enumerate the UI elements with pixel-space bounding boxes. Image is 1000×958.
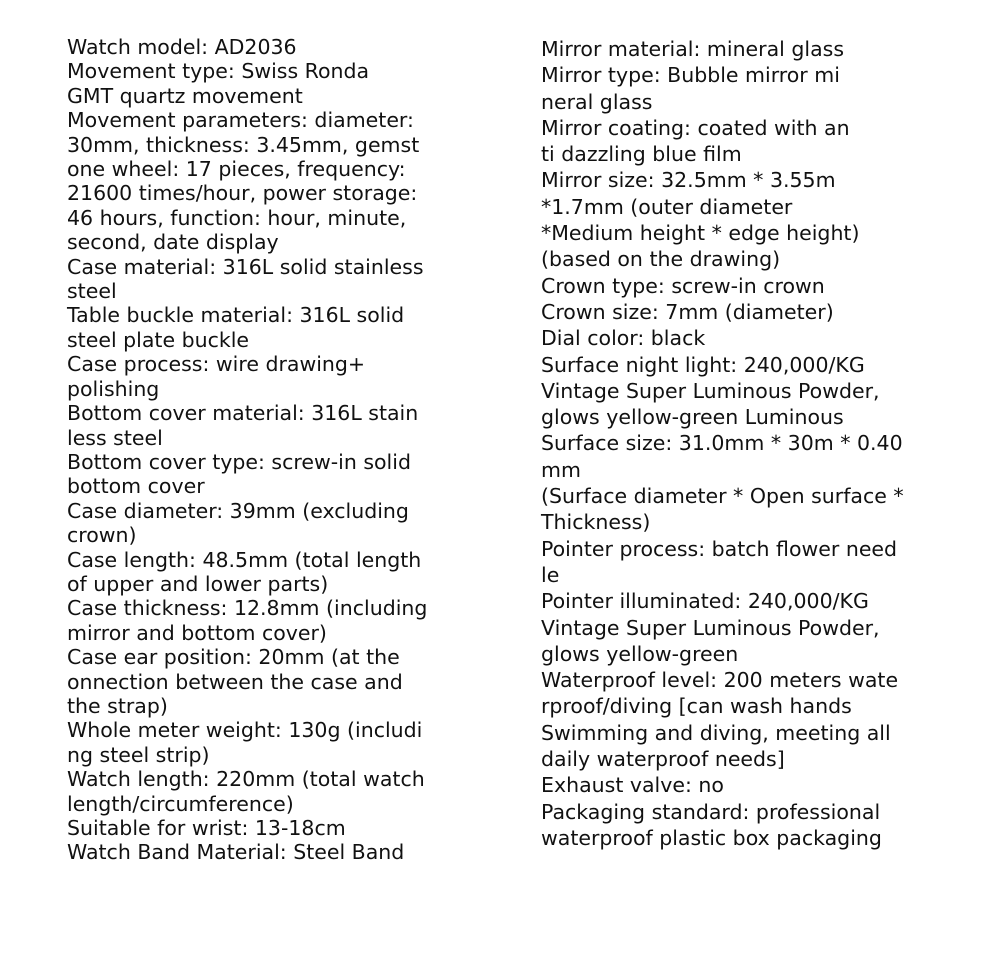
spec-line: GMT quartz movement — [67, 83, 303, 108]
spec-line: Case ear position: 20mm (at the — [67, 645, 400, 670]
spec-line: Surface night light: 240,000/KG — [541, 352, 865, 377]
spec-line: of upper and lower parts) — [67, 571, 329, 596]
spec-line: Watch length: 220mm (total watch — [67, 767, 425, 792]
spec-line: crown) — [67, 523, 137, 548]
spec-line: 30mm, thickness: 3.45mm, gemst — [67, 132, 420, 157]
spec-column-left — [67, 35, 427, 865]
spec-line: Thickness) — [541, 510, 651, 535]
spec-line: *1.7mm (outer diameter — [541, 194, 793, 219]
spec-line: glows yellow-green Luminous — [541, 405, 844, 430]
spec-line: Movement type: Swiss Ronda — [67, 59, 370, 84]
spec-line: Movement parameters: diameter: — [67, 108, 414, 133]
spec-line: Suitable for wrist: 13-18cm — [67, 816, 346, 840]
spec-line: Case thickness: 12.8mm (including — [67, 596, 428, 621]
spec-line: Exhaust valve: no — [541, 773, 724, 798]
spec-line: length/circumference) — [67, 791, 294, 816]
spec-line: Bottom cover type: screw-in solid — [67, 449, 411, 474]
spec-line: second, date display — [67, 230, 279, 255]
spec-line: rproof/diving [can wash hands — [541, 694, 852, 719]
spec-line: Pointer illuminated: 240,000/KG — [541, 589, 869, 614]
spec-line: bottom cover — [67, 474, 205, 499]
spec-line: steel — [67, 279, 117, 304]
spec-column-right — [541, 36, 904, 851]
spec-line: 21600 times/hour, power storage: — [67, 181, 418, 206]
spec-line: Case material: 316L solid stainless — [67, 254, 424, 279]
spec-line: polishing — [67, 376, 160, 401]
spec-line: less steel — [67, 425, 163, 450]
spec-line: the strap) — [67, 693, 168, 718]
spec-line: Watch model: AD2036 — [67, 35, 297, 59]
spec-line: le — [541, 562, 560, 587]
spec-line: 46 hours, function: hour, minute, — [67, 205, 407, 230]
spec-line: mirror and bottom cover) — [67, 620, 327, 645]
spec-line: ti dazzling blue film — [541, 142, 742, 167]
spec-line: Crown size: 7mm (diameter) — [541, 299, 834, 324]
spec-line: Swimming and diving, meeting all — [541, 720, 891, 745]
spec-line: Case length: 48.5mm (total length — [67, 547, 422, 572]
spec-line: one wheel: 17 pieces, frequency: — [67, 157, 406, 182]
spec-line: Vintage Super Luminous Powder, — [541, 615, 880, 640]
spec-line: Vintage Super Luminous Powder, — [541, 378, 880, 403]
spec-line: Dial color: black — [541, 326, 706, 351]
spec-line: mm — [541, 457, 581, 482]
spec-line: Waterproof level: 200 meters wate — [541, 668, 899, 693]
spec-line: (based on the drawing) — [541, 247, 781, 272]
spec-line: (Surface diameter * Open surface * — [541, 484, 904, 509]
spec-line: Mirror material: mineral glass — [541, 37, 845, 61]
spec-line: Bottom cover material: 316L stain — [67, 401, 419, 426]
spec-line: Surface size: 31.0mm * 30m * 0.40 — [541, 431, 903, 456]
spec-line: Mirror coating: coated with an — [541, 115, 850, 140]
spec-line: waterproof plastic box packaging — [541, 825, 882, 850]
spec-line: daily waterproof needs] — [541, 747, 785, 772]
spec-line: Crown type: screw-in crown — [541, 273, 825, 298]
spec-line: steel plate buckle — [67, 327, 250, 352]
spec-line: Case process: wire drawing+ — [67, 352, 366, 377]
spec-line: Table buckle material: 316L solid — [67, 303, 405, 328]
spec-line: ng steel strip) — [67, 742, 210, 767]
spec-line: Whole meter weight: 130g (includi — [67, 718, 423, 743]
spec-line: Mirror size: 32.5mm * 3.55m — [541, 168, 836, 193]
spec-line: Pointer process: batch flower need — [541, 536, 898, 561]
spec-line: glows yellow-green — [541, 641, 739, 666]
spec-line: *Medium height * edge height) — [541, 221, 860, 246]
spec-line: onnection between the case and — [67, 669, 403, 694]
spec-line: neral glass — [541, 89, 653, 114]
spec-line: Watch Band Material: Steel Band — [67, 840, 405, 865]
spec-line: Packaging standard: professional — [541, 799, 881, 824]
spec-line: Case diameter: 39mm (excluding — [67, 498, 409, 523]
spec-line: Mirror type: Bubble mirror mi — [541, 63, 840, 88]
